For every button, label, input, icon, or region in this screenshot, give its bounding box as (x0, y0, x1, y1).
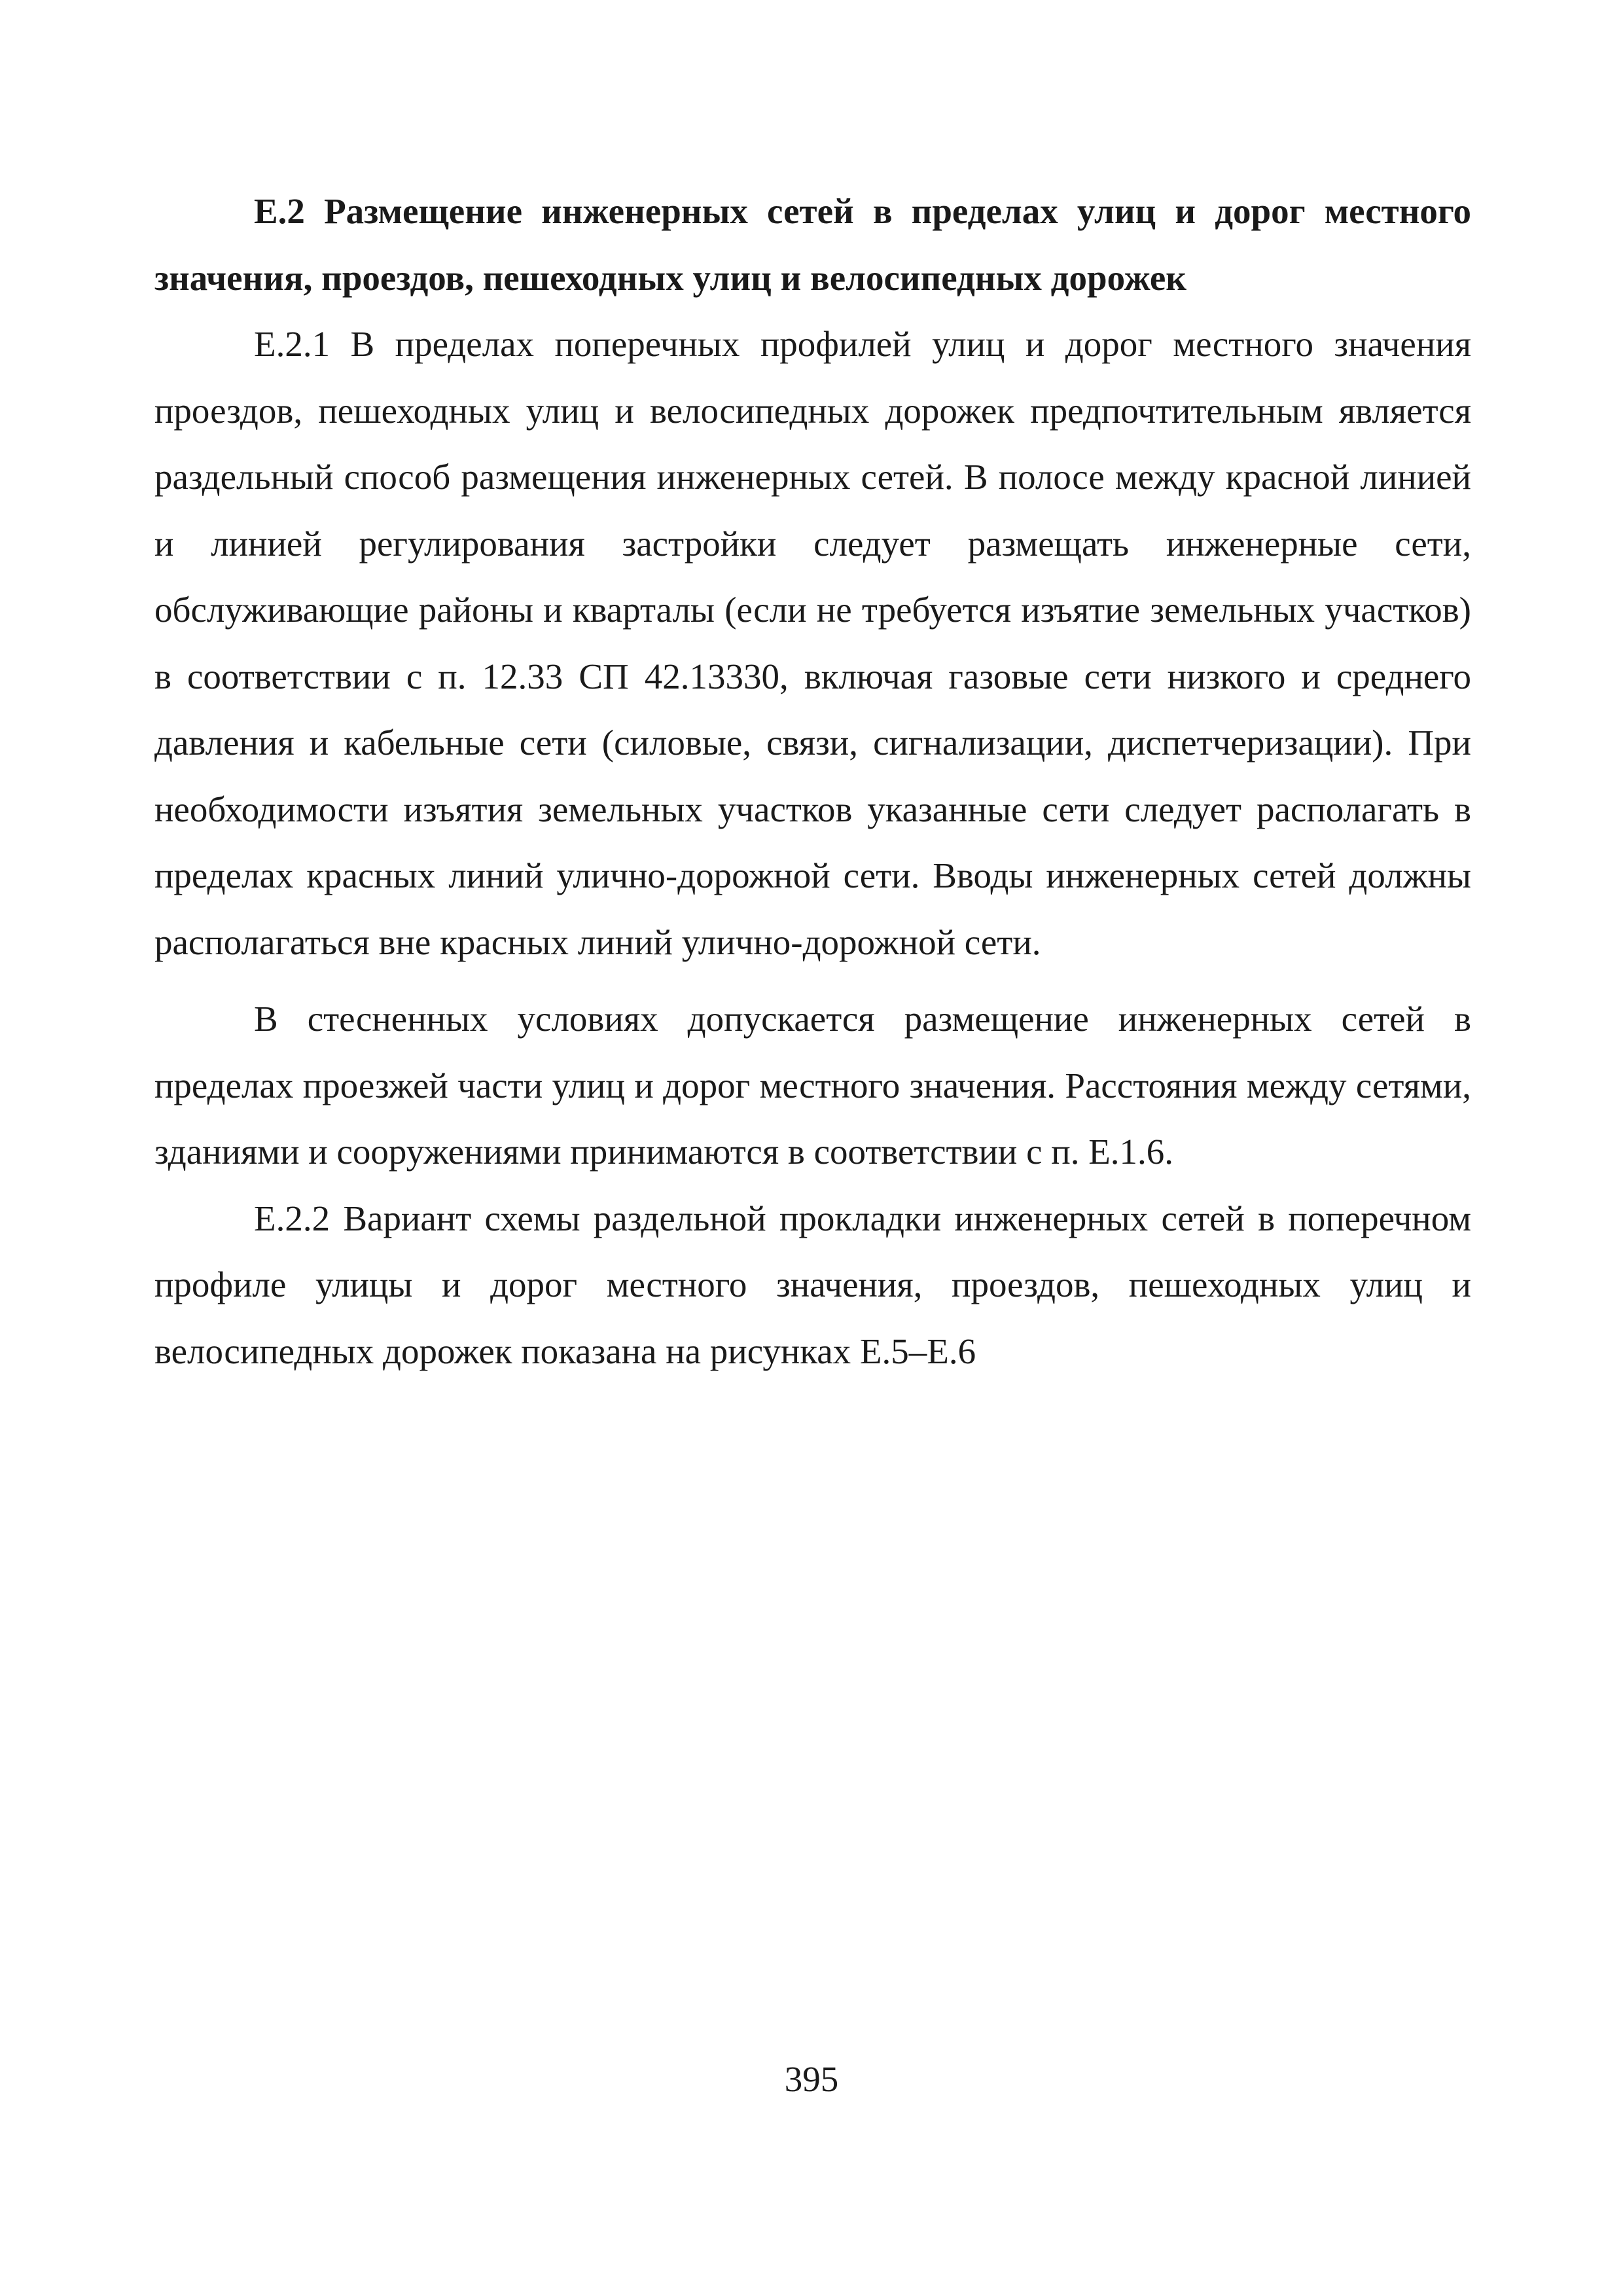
paragraph-e-2-1: Е.2.1 В пределах поперечных профилей улиц и дорог местного значения проездов, пешеходных улиц и велосипедных дорожек предпочтительным является раздельный способ размещения инженерных сетей. В полосе между красной линией и линией регулирования застройки следует размещать инженерные сети, обслуживающие районы и кварталы (если не требуется изъятие земельных участков) в соответствии с п. 12.33 СП 42.13330, включая газовые сети низкого и среднего давления и кабельные сети (силовые, связи, сигнализации, диспетчеризации). При необходимости изъятия земельных участков указанные сети следует располагать в пределах красных линий улично-дорожной сети. Вводы инженерных сетей должны располагаться вне красных линий улично-дорожной сети. (154, 324, 1471, 962)
body-text (154, 178, 1471, 1384)
paragraph-e-2-2: Е.2.2 Вариант схемы раздельной прокладки инженерных сетей в поперечном профиле улицы и дорог местного значения, проездов, пешеходных улиц и велосипедных дорожек показана на рисунках Е.5–Е.6 (154, 1198, 1471, 1371)
page-number: 395 (784, 2059, 839, 2099)
section-heading: Е.2 Размещение инженерных сетей в пределах улиц и дорог местного значения, проездов, пешеходных улиц и велосипедных дорожек (154, 191, 1471, 298)
paragraph-constrained-conditions: В стесненных условиях допускается размещение инженерных сетей в пределах проезжей части улиц и дорог местного значения. Расстояния между сетями, зданиями и сооружениями принимаются в соответствии с п. Е.1.6. (154, 999, 1471, 1172)
